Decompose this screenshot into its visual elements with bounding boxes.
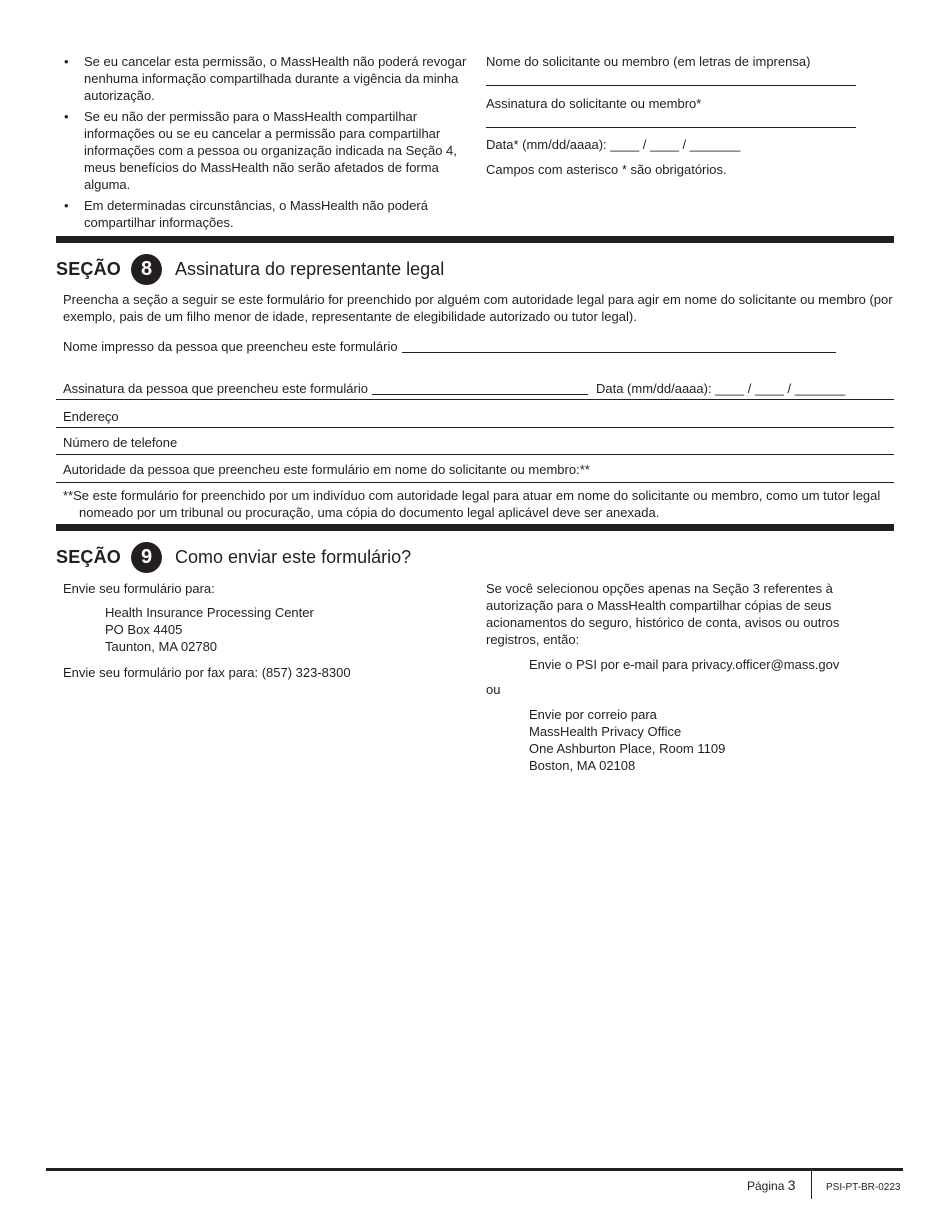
- address-line: Health Insurance Processing Center: [105, 605, 314, 620]
- section-divider: [56, 236, 894, 243]
- send-to-label: Envie seu formulário para:: [63, 581, 215, 596]
- applicant-signature-block: [486, 53, 858, 178]
- applicant-date-field[interactable]: Data* (mm/dd/aaaa): ____ / ____ / _______: [486, 137, 741, 152]
- divider: [56, 454, 894, 455]
- bullet-icon: •: [64, 109, 69, 124]
- printed-name-field[interactable]: [402, 352, 836, 353]
- divider: [56, 482, 894, 483]
- section-word: SEÇÃO: [56, 546, 122, 567]
- or-label: ou: [486, 682, 501, 697]
- footer-divider: [811, 1171, 812, 1199]
- section-9-header: [56, 541, 411, 573]
- printed-name-row: [63, 338, 836, 355]
- form-code: PSI-PT-BR-0223: [826, 1182, 901, 1193]
- page-indicator: [747, 1177, 796, 1195]
- address-line: Envie por correio para: [529, 707, 657, 722]
- mailing-address: [105, 604, 314, 655]
- rep-signature-field[interactable]: [372, 394, 588, 395]
- permission-bullet-list: [62, 53, 472, 235]
- printed-name-label: Nome impresso da pessoa que preencheu este formulário: [63, 339, 398, 354]
- address-line: Taunton, MA 02780: [105, 639, 218, 654]
- list-item: • Se eu cancelar esta permissão, o MassHealth não poderá revogar nenhuma informação compartilhada durante a vigência da minha autorização.: [64, 54, 467, 103]
- rep-signature-label: Assinatura da pessoa que preencheu este formulário: [63, 381, 368, 396]
- section-divider: [56, 524, 894, 531]
- applicant-signature-field[interactable]: [486, 127, 856, 128]
- section-title: Assinatura do representante legal: [175, 258, 445, 279]
- page-number: 3: [787, 1177, 796, 1193]
- section-title: Como enviar este formulário?: [175, 546, 412, 567]
- bullet-icon: •: [64, 54, 69, 69]
- address-line: MassHealth Privacy Office: [529, 724, 682, 739]
- footer-rule: [46, 1168, 903, 1171]
- email-instruction: Envie o PSI por e-mail para privacy.officer@mass.gov: [529, 657, 840, 672]
- address-line: One Ashburton Place, Room 1109: [529, 741, 726, 756]
- section-number-badge: 9: [131, 542, 162, 573]
- list-item: • Se eu não der permissão para o MassHealth compartilhar informações ou se eu cancelar a permissão para compartilhar informações com a pessoa ou organização indicada na Seção 4, meus benefícios do MassHealth não serão afetados de forma alguma.: [64, 109, 457, 192]
- rep-signature-row: [63, 380, 845, 397]
- divider: [56, 399, 894, 400]
- divider: [56, 427, 894, 428]
- address-line: Boston, MA 02108: [529, 758, 636, 773]
- rep-date-field[interactable]: Data (mm/dd/aaaa): ____ / ____ / _______: [595, 381, 846, 396]
- applicant-name-label: Nome do solicitante ou membro (em letras de imprensa): [486, 54, 811, 69]
- section-number-badge: 8: [131, 254, 162, 285]
- bullet-icon: •: [64, 198, 69, 213]
- privacy-office-address: [529, 706, 725, 774]
- section-8-header: [56, 253, 444, 285]
- psi-intro: Se você selecionou opções apenas na Seção 3 referentes à autorização para o MassHealth compartilhar cópias de seus acionamentos do seguro, histórico de conta, avisos ou outros registros, então:: [486, 581, 840, 647]
- applicant-name-field[interactable]: [486, 85, 856, 86]
- footnote: **Se este formulário for preenchido por um indivíduo com autoridade legal para atuar em nome do solicitante ou membro, como um tutor legal nomeado por um tribunal ou procuração, uma cópia do documento legal aplicável deve ser anexada.: [63, 488, 881, 520]
- applicant-signature-label: Assinatura do solicitante ou membro*: [486, 96, 702, 111]
- list-item: • Em determinadas circunstâncias, o MassHealth não poderá compartilhar informações.: [64, 198, 428, 230]
- section-8-intro: Preencha a seção a seguir se este formulário for preenchido por alguém com autoridade legal para agir em nome do solicitante ou membro (por exemplo, pais de um filho menor de idade, representante de elegibilidade autorizado ou tutor legal).: [63, 292, 893, 324]
- required-fields-note: Campos com asterisco * são obrigatórios.: [486, 162, 727, 177]
- page-label: Página: [747, 1179, 785, 1193]
- authority-field[interactable]: Autoridade da pessoa que preencheu este formulário em nome do solicitante ou membro:**: [63, 462, 590, 477]
- address-line: PO Box 4405: [105, 622, 183, 637]
- fax-instruction: Envie seu formulário por fax para: (857) 323-8300: [63, 665, 351, 680]
- section-word: SEÇÃO: [56, 258, 122, 279]
- phone-field[interactable]: Número de telefone: [63, 435, 178, 450]
- address-field[interactable]: Endereço: [63, 409, 119, 424]
